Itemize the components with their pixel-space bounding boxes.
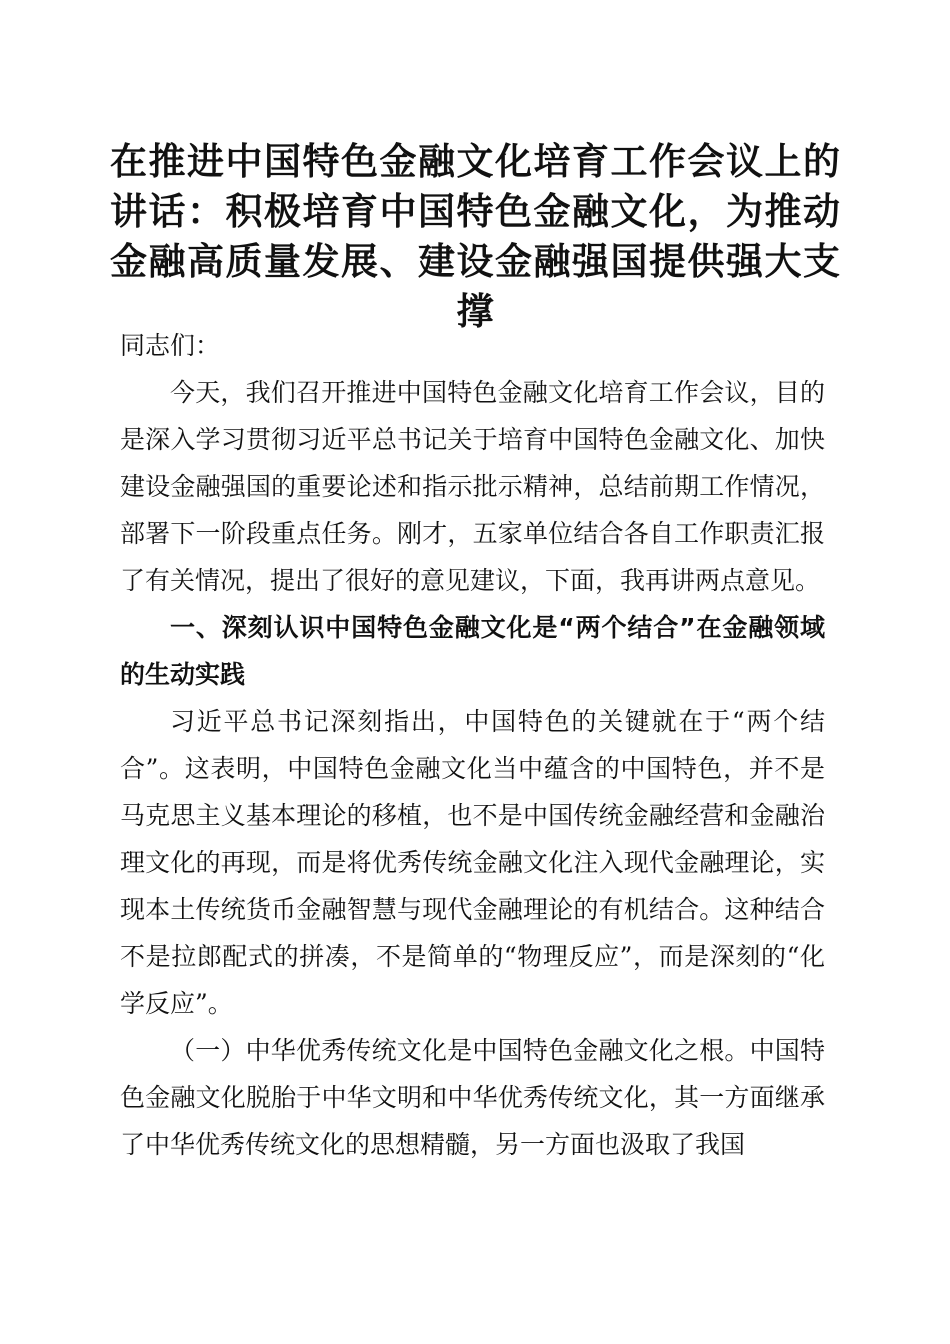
document-body <box>120 322 825 1168</box>
section-heading: 一、深刻认识中国特色金融文化是“两个结合”在金融领域的生动实践 <box>120 613 825 689</box>
body-paragraph: 今天，我们召开推进中国特色金融文化培育工作会议，目的是深入学习贯彻习近平总书记关于培育中国特色金融文化、加快建设金融强国的重要论述和指示批示精神，总结前期工作情况，部署下一阶段重点任务。刚才，五家单位结合各自工作职责汇报了有关情况，提出了很好的意见建议，下面，我再讲两点意见。 <box>120 378 825 595</box>
body-paragraph: 习近平总书记深刻指出，中国特色的关键就在于“两个结合”。这表明，中国特色金融文化当中蕴含的中国特色，并不是马克思主义基本理论的移植，也不是中国传统金融经营和金融治理文化的再现，而是将优秀传统金融文化注入现代金融理论，实现本土传统货币金融智慧与现代金融理论的有机结合。这种结合不是拉郎配式的拼凑，不是简单的“物理反应”，而是深刻的“化学反应”。 <box>120 707 825 1018</box>
document-title: 在推进中国特色金融文化培育工作会议上的讲话：积极培育中国特色金融文化，为推动金融高质量发展、建设金融强国提供强大支撑 <box>110 139 840 333</box>
salutation: 同志们： <box>120 331 221 360</box>
body-paragraph: （一）中华优秀传统文化是中国特色金融文化之根。中国特色金融文化脱胎于中华文明和中华优秀传统文化，其一方面继承了中华优秀传统文化的思想精髓，另一方面也汲取了我国 <box>120 1036 825 1159</box>
